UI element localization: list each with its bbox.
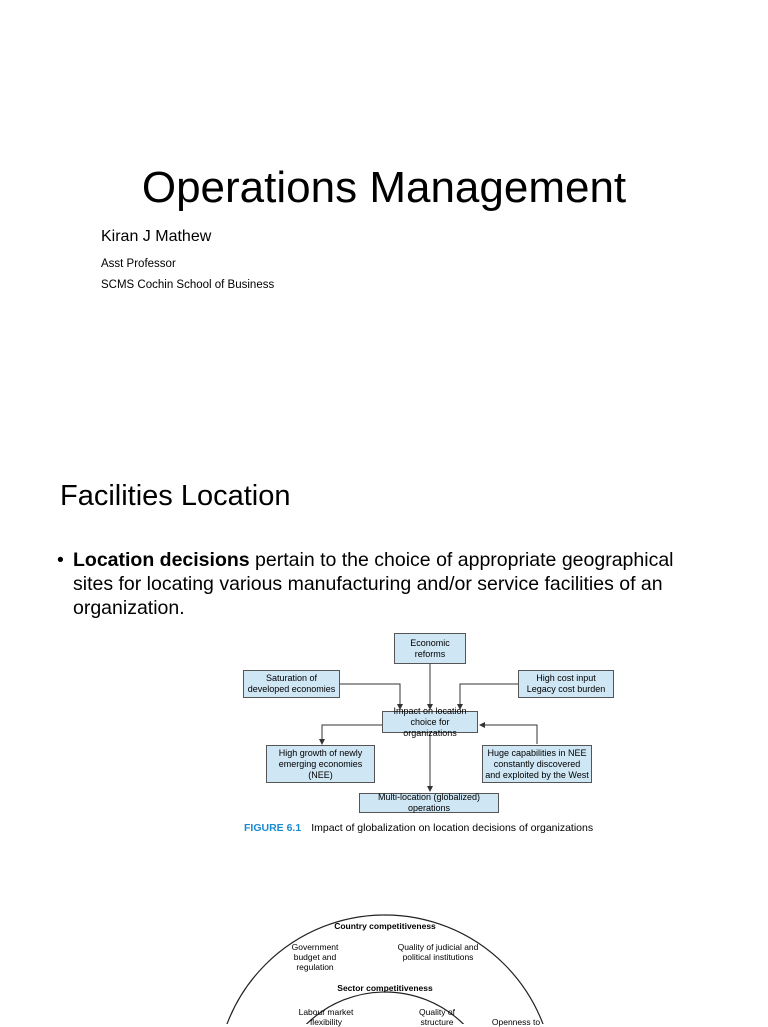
figure-caption-text: Impact of globalization on location decisions of organizations — [311, 822, 594, 834]
label-government-budget: Government budget and regulation — [291, 942, 339, 972]
label-country-competitiveness: Country competitiveness — [334, 921, 436, 931]
slide-title: Operations Management — [141, 163, 627, 212]
label-labour: Labour market flexibility — [298, 1007, 354, 1027]
box-impact: Impact on location choice for organizations — [382, 711, 478, 733]
author-position: Asst Professor — [101, 258, 176, 270]
author-affiliation: SCMS Cochin School of Business — [101, 279, 275, 291]
bullet-icon: • — [57, 549, 64, 571]
bullet-text: pertain to the choice of appropriate geographical sites for locating various manufacturing and/or service facilities of an organization. — [73, 549, 674, 619]
figure-label: FIGURE 6.1 — [244, 822, 302, 834]
box-multi-location: Multi-location (globalized) operations — [359, 793, 499, 813]
slide-title: Facilities Location — [60, 480, 291, 512]
box-high-cost: High cost input Legacy cost burden — [518, 670, 614, 698]
label-sector-competitiveness: Sector competitiveness — [337, 983, 433, 993]
label-judicial-institutions: Quality of judicial and political institutions — [397, 942, 479, 962]
competitiveness-rings — [0, 440, 768, 1024]
bullet-bold-text: Location decisions — [73, 549, 250, 571]
author-name: Kiran J Mathew — [101, 228, 212, 245]
box-saturation: Saturation of developed economies — [243, 670, 340, 698]
title-slide — [0, 0, 768, 440]
label-openness: Openness to — [491, 1017, 541, 1027]
box-economic-reforms: Economic reforms — [394, 633, 466, 664]
box-huge-capabilities: Huge capabilities in NEE constantly discovered and exploited by the West — [482, 745, 592, 783]
facilities-location-slide — [0, 440, 768, 1027]
label-quality-structure: Quality of structure — [419, 1007, 455, 1027]
box-high-growth: High growth of newly emerging economies (NEE) — [266, 745, 375, 783]
